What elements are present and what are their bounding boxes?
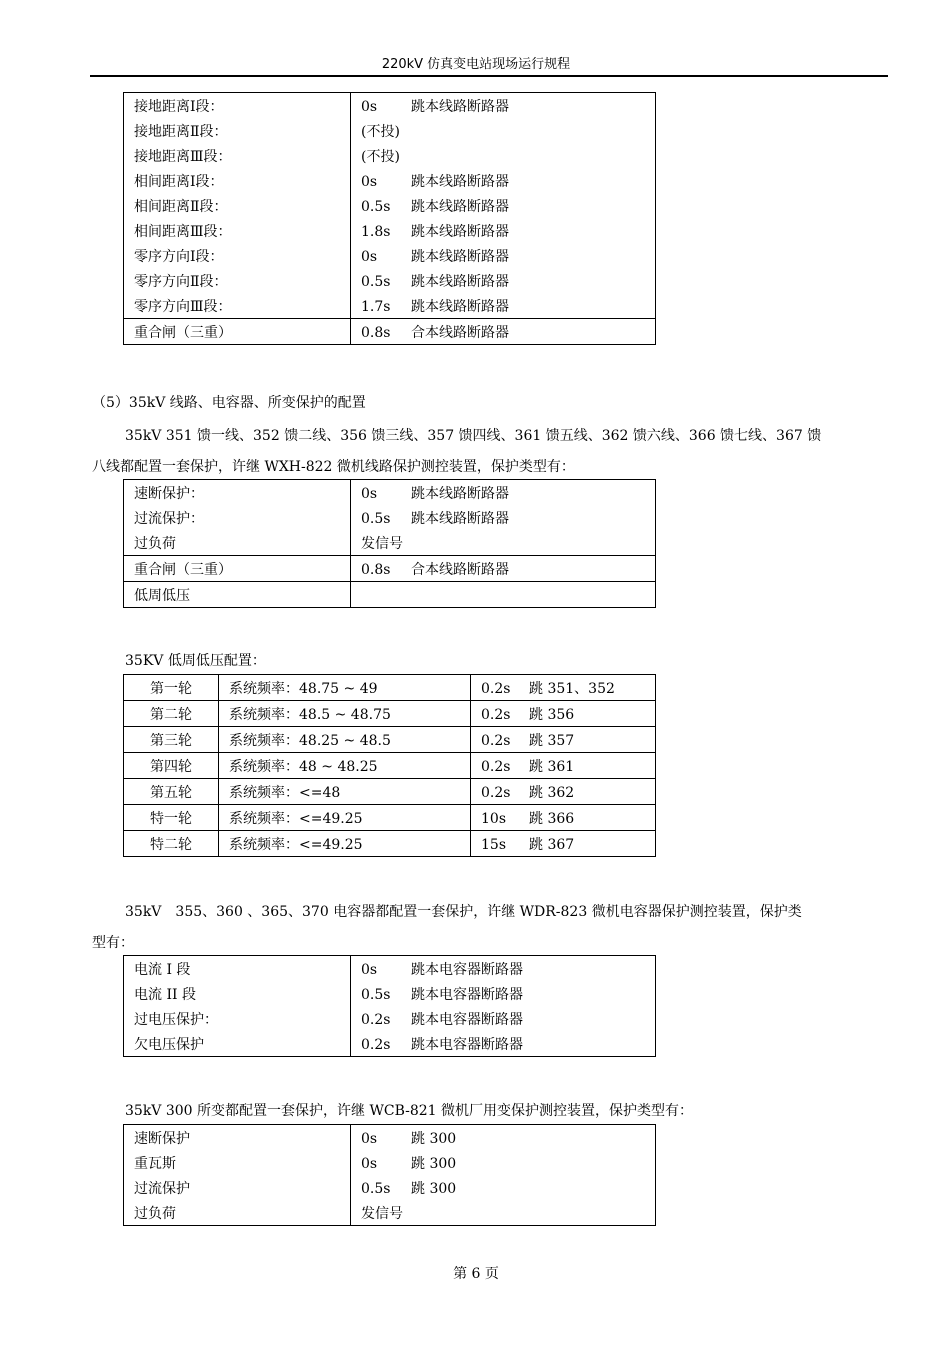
protection-setting	[351, 293, 656, 319]
uf-stage: 第二轮	[124, 701, 219, 727]
protection-table-220kv-line	[123, 92, 656, 345]
protection-setting	[351, 582, 656, 608]
setting-time: 0s	[361, 98, 378, 115]
protection-setting	[351, 243, 656, 268]
protection-name: 接地距离Ⅱ段：	[124, 118, 351, 143]
protection-name: 电流 II 段	[124, 981, 351, 1006]
uf-stage: 第五轮	[124, 779, 219, 805]
protection-name: 速断保护	[124, 1125, 351, 1151]
table-row	[124, 193, 656, 218]
uf-setting	[471, 779, 656, 805]
paragraph-line: 35kV 300 所变都配置一套保护，许继 WCB-821 微机厂用变保护测控装置，保护类型有：	[125, 1103, 694, 1119]
table-row	[124, 1125, 656, 1151]
setting-action: 跳本电容器断路器	[411, 961, 523, 978]
setting-time: 0s	[361, 485, 378, 502]
section-heading: （5）35kV 线路、电容器、所变保护的配置	[92, 395, 366, 411]
setting-action: 跳本线路断路器	[411, 485, 509, 502]
protection-name: 重合闸（三重）	[124, 319, 351, 345]
uf-setting	[471, 701, 656, 727]
setting-action: 合本线路断路器	[411, 324, 509, 341]
uf-setting	[471, 753, 656, 779]
table-row	[124, 1200, 656, 1226]
protection-name: 重瓦斯	[124, 1150, 351, 1175]
protection-setting	[351, 1200, 656, 1226]
uf-frequency: 系统频率：48 ~ 48.25	[219, 753, 471, 779]
setting-action: 跳 300	[411, 1130, 457, 1147]
protection-setting	[351, 168, 656, 193]
protection-name: 相间距离Ⅰ段：	[124, 168, 351, 193]
table-row	[124, 582, 656, 608]
setting-action: 跳 300	[411, 1180, 457, 1197]
uf-caption: 35KV 低周低压配置：	[125, 653, 266, 669]
setting-time: 0s	[361, 1155, 378, 1172]
setting-action: 跳本线路断路器	[411, 173, 509, 190]
table-row	[124, 1006, 656, 1031]
protection-name: 欠电压保护	[124, 1031, 351, 1057]
table-row	[124, 831, 656, 857]
uf-setting	[471, 831, 656, 857]
protection-name: 相间距离Ⅲ段：	[124, 218, 351, 243]
setting-time: 0.5s	[361, 1180, 391, 1197]
table-row	[124, 753, 656, 779]
table-row	[124, 675, 656, 701]
uf-stage: 特一轮	[124, 805, 219, 831]
protection-name: 接地距离Ⅲ段：	[124, 143, 351, 168]
protection-setting	[351, 530, 656, 556]
setting-time: 0s	[361, 248, 378, 265]
protection-setting	[351, 981, 656, 1006]
setting-action: 跳 366	[529, 810, 575, 827]
setting-action: 跳本电容器断路器	[411, 986, 523, 1003]
table-row	[124, 727, 656, 753]
protection-name: 过负荷	[124, 530, 351, 556]
setting-time: 0.2s	[481, 732, 511, 749]
table-row	[124, 118, 656, 143]
setting-time: 0.5s	[361, 198, 391, 215]
protection-table-station-transformer	[123, 1124, 656, 1226]
setting-time: 1.8s	[361, 223, 391, 240]
uf-stage: 第三轮	[124, 727, 219, 753]
protection-name: 零序方向Ⅱ段：	[124, 268, 351, 293]
setting-action: 跳 351、352	[529, 680, 615, 697]
protection-setting	[351, 193, 656, 218]
page-header-title: 220kV 仿真变电站现场运行规程	[381, 57, 571, 72]
setting-time: 发信号	[361, 1205, 403, 1222]
protection-name: 零序方向Ⅲ段：	[124, 293, 351, 319]
uf-frequency: 系统频率：<=49.25	[219, 831, 471, 857]
setting-time: 15s	[481, 836, 506, 853]
under-frequency-table	[123, 674, 656, 857]
table-row	[124, 779, 656, 805]
protection-name: 相间距离Ⅱ段：	[124, 193, 351, 218]
protection-name: 过负荷	[124, 1200, 351, 1226]
setting-time: (不投)	[361, 123, 400, 140]
setting-time: 0.2s	[481, 706, 511, 723]
table-row	[124, 268, 656, 293]
uf-stage: 第四轮	[124, 753, 219, 779]
setting-action: 跳本线路断路器	[411, 510, 509, 527]
table-row	[124, 956, 656, 982]
setting-action: 跳本线路断路器	[411, 198, 509, 215]
protection-setting	[351, 1006, 656, 1031]
protection-setting	[351, 1175, 656, 1200]
setting-action: 合本线路断路器	[411, 561, 509, 578]
setting-time: 0.5s	[361, 986, 391, 1003]
table-row	[124, 505, 656, 530]
paragraph-line: 35kV 355、360 、365、370 电容器都配置一套保护，许继 WDR-823 微机电容器保护测控装置，保护类	[125, 904, 802, 920]
uf-frequency: 系统频率：48.75 ~ 49	[219, 675, 471, 701]
paragraph-line: 八线都配置一套保护，许继 WXH-822 微机线路保护测控装置，保护类型有：	[92, 459, 575, 475]
uf-setting	[471, 675, 656, 701]
protection-setting	[351, 118, 656, 143]
paragraph-line: 35kV 351 馈一线、352 馈二线、356 馈三线、357 馈四线、361 馈五线、362 馈六线、366 馈七线、367 馈	[125, 428, 822, 444]
protection-setting	[351, 93, 656, 119]
setting-action: 跳 362	[529, 784, 575, 801]
protection-setting	[351, 319, 656, 345]
setting-time: 0.2s	[361, 1011, 391, 1028]
protection-name: 电流 I 段	[124, 956, 351, 982]
uf-frequency: 系统频率：<=49.25	[219, 805, 471, 831]
protection-setting	[351, 218, 656, 243]
setting-action: 跳本线路断路器	[411, 248, 509, 265]
table-row	[124, 319, 656, 345]
table-row	[124, 243, 656, 268]
table-row	[124, 1031, 656, 1057]
protection-name: 低周低压	[124, 582, 351, 608]
protection-name: 重合闸（三重）	[124, 556, 351, 582]
uf-setting	[471, 727, 656, 753]
protection-table-capacitor	[123, 955, 656, 1057]
protection-name: 过电压保护：	[124, 1006, 351, 1031]
table-row	[124, 701, 656, 727]
uf-stage: 第一轮	[124, 675, 219, 701]
protection-setting	[351, 1125, 656, 1151]
setting-action: 跳 367	[529, 836, 575, 853]
protection-setting	[351, 956, 656, 982]
protection-setting	[351, 505, 656, 530]
setting-time: 0s	[361, 1130, 378, 1147]
setting-time: 0.8s	[361, 324, 391, 341]
setting-time: 0.5s	[361, 510, 391, 527]
setting-action: 跳本线路断路器	[411, 223, 509, 240]
table-row	[124, 805, 656, 831]
setting-action: 跳 357	[529, 732, 575, 749]
setting-time: 0s	[361, 173, 378, 190]
table-row	[124, 218, 656, 243]
setting-time: (不投)	[361, 148, 400, 165]
header-rule	[90, 75, 888, 77]
page-footer: 第 6 页	[453, 1266, 499, 1282]
uf-frequency: 系统频率：48.25 ~ 48.5	[219, 727, 471, 753]
setting-action: 跳本电容器断路器	[411, 1011, 523, 1028]
setting-time: 0.2s	[481, 758, 511, 775]
setting-time: 0.2s	[361, 1036, 391, 1053]
protection-name: 过流保护	[124, 1175, 351, 1200]
protection-name: 接地距离Ⅰ段：	[124, 93, 351, 119]
setting-action: 跳本电容器断路器	[411, 1036, 523, 1053]
protection-setting	[351, 1150, 656, 1175]
setting-time: 0s	[361, 961, 378, 978]
table-row	[124, 981, 656, 1006]
setting-time: 0.2s	[481, 680, 511, 697]
setting-action: 跳本线路断路器	[411, 298, 509, 315]
setting-time: 10s	[481, 810, 506, 827]
protection-name: 零序方向Ⅰ段：	[124, 243, 351, 268]
setting-time: 0.2s	[481, 784, 511, 801]
table-row	[124, 143, 656, 168]
uf-setting	[471, 805, 656, 831]
protection-table-35kv-line	[123, 479, 656, 608]
table-row	[124, 1175, 656, 1200]
table-row	[124, 530, 656, 556]
protection-setting	[351, 1031, 656, 1057]
protection-setting	[351, 143, 656, 168]
setting-action: 跳本线路断路器	[411, 273, 509, 290]
uf-frequency: 系统频率：<=48	[219, 779, 471, 805]
setting-action: 跳 356	[529, 706, 575, 723]
protection-name: 过流保护：	[124, 505, 351, 530]
table-row	[124, 556, 656, 582]
table-row	[124, 168, 656, 193]
setting-time: 发信号	[361, 535, 403, 552]
table-row	[124, 480, 656, 506]
protection-name: 速断保护：	[124, 480, 351, 506]
paragraph-line: 型有：	[92, 935, 134, 951]
setting-time: 0.8s	[361, 561, 391, 578]
setting-action: 跳 361	[529, 758, 575, 775]
table-row	[124, 93, 656, 119]
protection-setting	[351, 480, 656, 506]
setting-action: 跳本线路断路器	[411, 98, 509, 115]
uf-frequency: 系统频率：48.5 ~ 48.75	[219, 701, 471, 727]
uf-stage: 特二轮	[124, 831, 219, 857]
setting-action: 跳 300	[411, 1155, 457, 1172]
setting-time: 1.7s	[361, 298, 391, 315]
protection-setting	[351, 556, 656, 582]
table-row	[124, 293, 656, 319]
setting-time: 0.5s	[361, 273, 391, 290]
table-row	[124, 1150, 656, 1175]
protection-setting	[351, 268, 656, 293]
